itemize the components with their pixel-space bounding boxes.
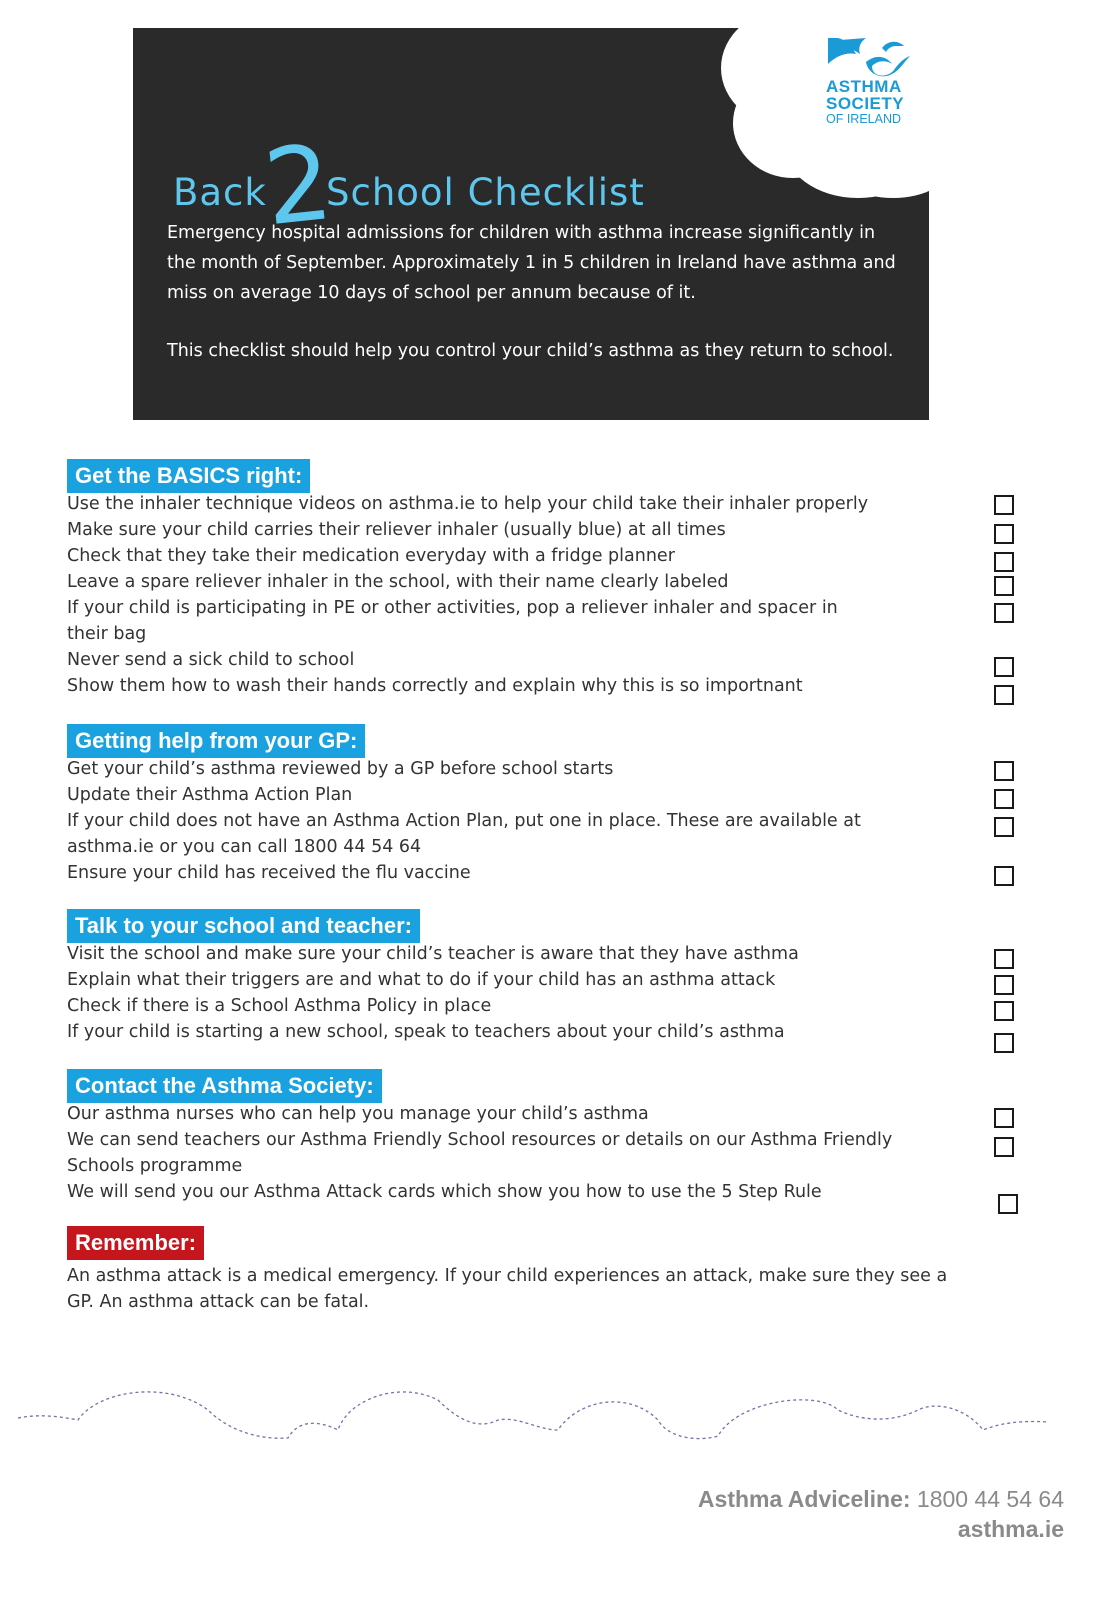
checklist-item: Never send a sick child to school bbox=[67, 650, 355, 670]
checkbox[interactable] bbox=[994, 524, 1014, 544]
website-link[interactable]: asthma.ie bbox=[957, 1516, 1064, 1542]
section-heading-society: Contact the Asthma Society: bbox=[67, 1069, 382, 1103]
checklist-item: Show them how to wash their hands correctly and explain why this is so importnant bbox=[67, 676, 803, 696]
intro-paragraph: Emergency hospital admissions for children with asthma increase significantly in the month of September. Approximately 1 in 5 children in Ireland have asthma and miss on average 10 days of school per annum because of it. bbox=[167, 223, 896, 303]
checklist-item: Explain what their triggers are and what to do if your child has an asthma attack bbox=[67, 970, 776, 990]
dotted-cloud-divider bbox=[18, 1380, 1058, 1460]
checklist-item: Update their Asthma Action Plan bbox=[67, 785, 353, 805]
checkbox[interactable] bbox=[994, 1001, 1014, 1021]
checklist-item: We can send teachers our Asthma Friendly School resources or details on our Asthma Friendly bbox=[67, 1130, 893, 1150]
intro-text bbox=[167, 218, 907, 394]
remember-heading: Remember: bbox=[67, 1226, 204, 1260]
checklist-item: Leave a spare reliever inhaler in the school, with their name clearly labeled bbox=[67, 572, 729, 592]
checkbox[interactable] bbox=[994, 761, 1014, 781]
checkbox[interactable] bbox=[994, 1108, 1014, 1128]
remember-text: An asthma attack is a medical emergency. If your child experiences an attack, make sure they see a bbox=[67, 1266, 948, 1286]
checkbox[interactable] bbox=[994, 576, 1014, 596]
checkbox[interactable] bbox=[994, 789, 1014, 809]
asthma-society-logo bbox=[826, 34, 912, 127]
checklist-item: If your child is participating in PE or other activities, pop a reliever inhaler and spacer in bbox=[67, 598, 838, 618]
checkbox[interactable] bbox=[994, 603, 1014, 623]
header-board bbox=[133, 28, 929, 420]
section-heading-basics: Get the BASICS right: bbox=[67, 459, 310, 493]
section-heading-gp: Getting help from your GP: bbox=[67, 724, 365, 758]
remember-text: GP. An asthma attack can be fatal. bbox=[67, 1292, 370, 1312]
title-number: 2 bbox=[258, 120, 339, 250]
section-heading-school: Talk to your school and teacher: bbox=[67, 909, 420, 943]
checkbox[interactable] bbox=[994, 552, 1014, 572]
logo-line: ASTHMA bbox=[826, 77, 902, 96]
checkbox[interactable] bbox=[994, 975, 1014, 995]
adviceline bbox=[698, 1486, 1064, 1513]
bird-wave-logo-icon bbox=[826, 34, 912, 78]
checklist-item: Our asthma nurses who can help you manage your child’s asthma bbox=[67, 1104, 649, 1124]
checkbox[interactable] bbox=[994, 1033, 1014, 1053]
checkbox[interactable] bbox=[994, 685, 1014, 705]
checklist-item: Ensure your child has received the flu vaccine bbox=[67, 863, 471, 883]
checklist-item: Make sure your child carries their reliever inhaler (usually blue) at all times bbox=[67, 520, 726, 540]
intro-paragraph: This checklist should help you control your child’s asthma as they return to school. bbox=[167, 341, 894, 361]
logo-line: OF IRELAND bbox=[826, 112, 902, 126]
checklist-item: Visit the school and make sure your child’s teacher is aware that they have asthma bbox=[67, 944, 799, 964]
checklist-item: Schools programme bbox=[67, 1156, 243, 1176]
checklist-item: Check that they take their medication everyday with a fridge planner bbox=[67, 546, 675, 566]
checklist-item: their bag bbox=[67, 624, 147, 644]
logo-line: SOCIETY bbox=[826, 94, 905, 113]
adviceline-number: 1800 44 54 64 bbox=[916, 1486, 1064, 1512]
title-back: Back bbox=[173, 171, 267, 214]
adviceline-label: Asthma Adviceline: bbox=[697, 1486, 911, 1512]
checklist-item: asthma.ie or you can call 1800 44 54 64 bbox=[67, 837, 422, 857]
checklist-item: Use the inhaler technique videos on asthma.ie to help your child take their inhaler properly bbox=[67, 494, 869, 514]
title-school-checklist: School Checklist bbox=[326, 171, 645, 214]
checkbox[interactable] bbox=[994, 495, 1014, 515]
checkbox[interactable] bbox=[994, 866, 1014, 886]
checklist-item: If your child does not have an Asthma Action Plan, put one in place. These are available at bbox=[67, 811, 861, 831]
page-title bbox=[173, 108, 645, 250]
checkbox[interactable] bbox=[994, 817, 1014, 837]
checklist-item: If your child is starting a new school, speak to teachers about your child’s asthma bbox=[67, 1022, 785, 1042]
checklist-item: Check if there is a School Asthma Policy in place bbox=[67, 996, 492, 1016]
checkbox[interactable] bbox=[998, 1194, 1018, 1214]
checklist-item: We will send you our Asthma Attack cards which show you how to use the 5 Step Rule bbox=[67, 1182, 822, 1202]
checkbox[interactable] bbox=[994, 657, 1014, 677]
checklist-item: Get your child’s asthma reviewed by a GP before school starts bbox=[67, 759, 614, 779]
checkbox[interactable] bbox=[994, 949, 1014, 969]
checkbox[interactable] bbox=[994, 1137, 1014, 1157]
